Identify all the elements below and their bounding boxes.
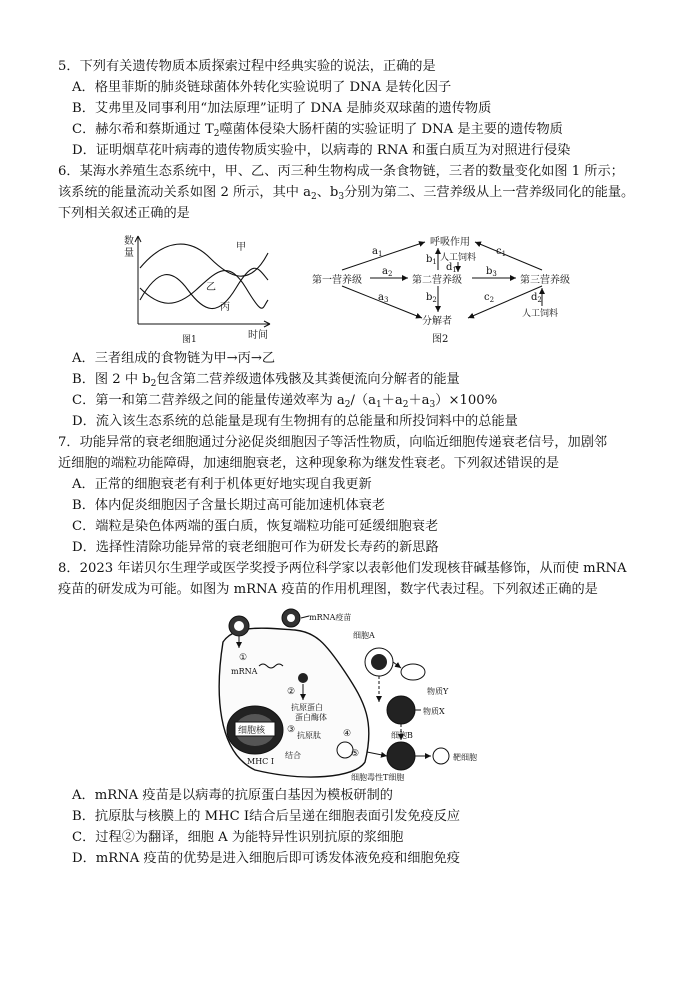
q8-stem-line1: 8．2023 年诺贝尔生理学或医学奖授予两位科学家以表彰他们发现核苷碱基修饰，从而使 mRNA xyxy=(58,561,627,576)
node-decomposer: 分解者 xyxy=(422,316,452,327)
node-respiration: 呼吸作用 xyxy=(430,237,470,248)
label-c2: $c_2$ xyxy=(484,292,495,304)
fig1-label-jia: 甲 xyxy=(236,242,246,253)
feed-right: 人工饲料 xyxy=(522,309,559,319)
substance-y-label: 物质Y xyxy=(427,687,449,696)
q5-stem: 5．下列有关遗传物质本质探索过程中经典实验的说法，正确的是 xyxy=(58,59,436,74)
step-2: ② xyxy=(287,687,296,697)
label-d2: $d_2$ xyxy=(531,292,542,304)
step-1: ① xyxy=(239,653,248,663)
label-b3: $b_3$ xyxy=(486,266,497,278)
q8-option-a: A．mRNA 疫苗是以病毒的抗原蛋白基因为模板研制的 xyxy=(72,788,393,803)
nucleus-label: 细胞核 xyxy=(238,726,266,736)
step-5: ⑤ xyxy=(351,749,360,759)
antigen-peptide-label: 抗原肽 xyxy=(297,731,321,740)
fig1-ylabel-1: 数 xyxy=(124,236,134,247)
label-a1: $a_1$ xyxy=(372,246,383,258)
fig1-label-bing: 丙 xyxy=(220,302,230,313)
fig1-label-yi: 乙 xyxy=(206,282,216,293)
figure-mrna-vaccine-mechanism xyxy=(205,602,505,782)
step-4: ④ xyxy=(343,729,352,739)
cell-b-label: 细胞B xyxy=(391,731,413,740)
bind-label: 结合 xyxy=(285,751,301,760)
target-label: 靶细胞 xyxy=(453,753,477,762)
q6-option-b: B．图 2 中 $b_2$包含第二营养级遗体残骸及其粪便流向分解者的能量 xyxy=(72,372,460,389)
q5-option-b: B．艾弗里及同事利用“加法原理”证明了 DNA 是肺炎双球菌的遗传物质 xyxy=(72,101,492,116)
q7-stem-line1: 7．功能异常的衰老细胞通过分泌促炎细胞因子等活性物质，向临近细胞传递衰老信号，加剧邻 xyxy=(58,435,608,450)
q6-stem-line1: 6．某海水养殖生态系统中，甲、乙、丙三种生物构成一条食物链，三者的数量变化如图 1 所示； xyxy=(58,164,624,179)
q5-option-a: A．格里菲斯的肺炎链球菌体外转化实验说明了 DNA 是转化因子 xyxy=(72,80,452,95)
label-b1: $b_1$ xyxy=(426,254,437,266)
figure-2-energy-flow xyxy=(310,230,600,348)
protease-label: 蛋白酶体 xyxy=(295,713,327,722)
mrna-label: mRNA xyxy=(231,667,258,676)
fig1-ylabel-2: 量 xyxy=(124,248,134,259)
curve-bing xyxy=(140,271,268,309)
target-cell xyxy=(433,748,449,764)
step-3: ③ xyxy=(287,725,296,735)
label-a2: $a_2$ xyxy=(382,266,393,278)
q8-option-d: D．mRNA 疫苗的优势是进入细胞后即可诱发体液免疫和细胞免疫 xyxy=(72,851,460,866)
node-level-3: 第三营养级 xyxy=(520,275,570,286)
fig1-caption: 图1 xyxy=(182,335,197,345)
node-level-1: 第一营养级 xyxy=(312,275,362,286)
q7-option-c: C．端粒是染色体两端的蛋白质，恢复端粒功能可延缓细胞衰老 xyxy=(72,519,439,534)
cell-b xyxy=(387,696,415,724)
substance-x-label: 物质X xyxy=(423,707,445,716)
q6-option-a: A．三者组成的食物链为甲→丙→乙 xyxy=(72,351,276,366)
q8-option-b: B．抗原肽与核膜上的 MHC Ⅰ结合后呈递在细胞表面引发免疫反应 xyxy=(72,809,461,824)
mhc-label: MHC Ⅰ xyxy=(247,757,274,766)
q7-option-d: D．选择性清除功能异常的衰老细胞可作为研发长寿药的新思路 xyxy=(72,540,439,555)
q6-option-d: D．流入该生态系统的总能量是现有生物拥有的总能量和所投饲料中的总能量 xyxy=(72,414,518,429)
vaccine-label: mRNA疫苗 xyxy=(309,613,352,622)
figure-1-population-graph xyxy=(110,228,290,348)
ribosome xyxy=(298,673,308,683)
q7-option-a: A．正常的细胞衰老有利于机体更好地实现自我更新 xyxy=(72,477,372,492)
fig2-caption: 图2 xyxy=(432,334,449,345)
q5-option-d: D．证明烟草花叶病毒的遗传物质实验中，以病毒的 RNA 和蛋白质互为对照进行侵染 xyxy=(72,143,571,158)
cytotoxic-t-cell xyxy=(387,742,415,770)
node-level-2: 第二营养级 xyxy=(412,275,462,286)
q8-option-c: C．过程②为翻译，细胞 A 为能特异性识别抗原的浆细胞 xyxy=(72,830,404,845)
antigen-protein-label: 抗原蛋白 xyxy=(291,703,323,712)
q6-option-c: C．第一和第二营养级之间的能量传递效率为 $a_2/(a_1+a_2+a_3)\times 100\%$ xyxy=(72,393,498,410)
label-a3: $a_3$ xyxy=(378,292,389,304)
cell-y-producer xyxy=(401,664,425,680)
cell-a-label: 细胞A xyxy=(353,631,375,640)
label-c1: $c_1$ xyxy=(496,246,507,258)
q6-stem-line2: 该系统的能量流动关系如图 2 所示，其中 $a_2$、$b_3$分别为第二、三营养级从上一营养级同化的能量。 xyxy=(58,185,635,202)
q7-stem-line2: 近细胞的端粒功能障碍，加速细胞衰老，这种现象称为继发性衰老。下列叙述错误的是 xyxy=(58,456,560,471)
q7-option-b: B．体内促炎细胞因子含量长期过高可能加速机体衰老 xyxy=(72,498,386,513)
q6-stem-line3: 下列相关叙述正确的是 xyxy=(58,206,190,221)
q5-option-c: C．赫尔希和蔡斯通过 $T_2$噬菌体侵染大肠杆菌的实验证明了 DNA 是主要的遗传物质 xyxy=(72,122,563,139)
label-b2: $b_2$ xyxy=(426,292,437,304)
q8-stem-line2: 疫苗的研发成为可能。如图为 mRNA 疫苗的作用机理图，数字代表过程。下列叙述正确的是 xyxy=(58,582,598,597)
ctl-label: 细胞毒性T细胞 xyxy=(351,773,405,782)
fig1-xlabel: 时间 xyxy=(248,330,268,341)
feed-top: 人工饲料 xyxy=(440,253,477,263)
label-d1: $d_1$ xyxy=(446,262,457,274)
